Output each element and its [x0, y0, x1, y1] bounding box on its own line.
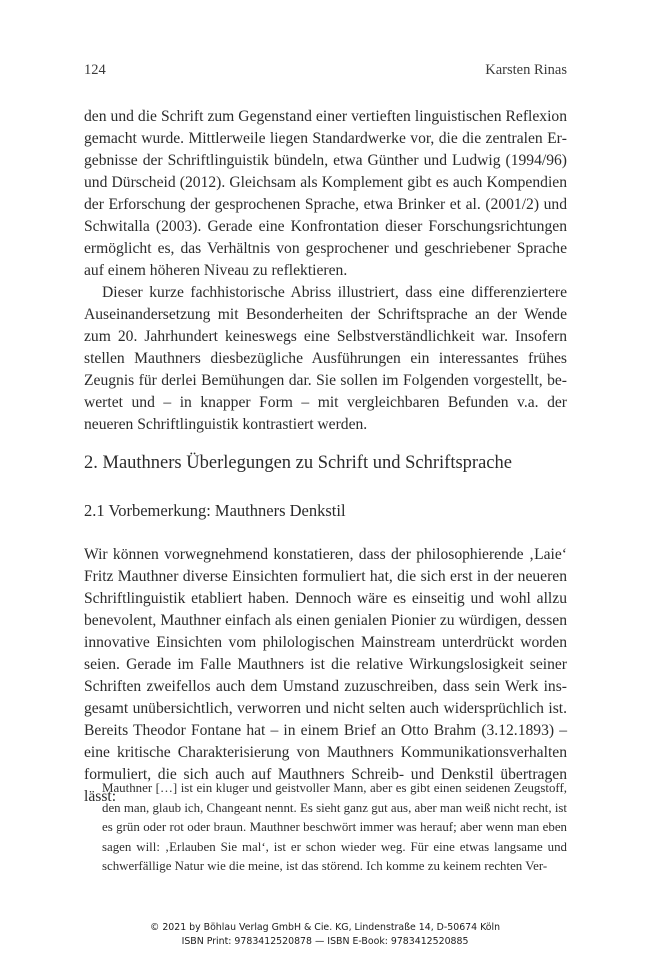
body-text-block-1 — [84, 106, 567, 436]
quote-text: Mauthner […] ist ein kluger und geistvoller Mann, aber es gibt einen seidenen Zeugstoff, den man, glaub ich, Changeant nennt. Es sieht ganz gut aus, aber man weiß nicht recht, ist es grün oder rot oder braun. Mauthner beschwört immer was herauf; aber wenn man eben sagen will: ‚Erlauben Sie mal‘, ist er schon wieder weg. Für eine etwas langsame und schwerfällige Natur wie die meine, ist das störend. Ich komme zu keinem rechten Ver- — [102, 781, 568, 874]
paragraph: Dieser kurze fachhistorische Abriss illustriert, dass eine differenziertere Auseinandersetzung mit Besonderheiten der Schriftsprache an der Wende zum 20. Jahrhundert keineswegs eine Selbstverständlichkeit war. Insofern stellen Mauthners diesbezügliche Ausführungen ein interessantes frühes Zeugnis für derlei Bemühungen dar. Sie sollen im Folgenden vorgestellt, bewertet und – in knapper Form – mit vergleichbaren Befunden v.a. der neueren Schriftlinguistik kontrastiert werden. — [84, 284, 567, 433]
running-header — [84, 62, 567, 79]
body-text-block-2 — [84, 544, 567, 808]
paragraph: Wir können vorwegnehmend konstatieren, dass der philosophierende ‚Laie‘ Fritz Mauthner diverse Einsichten formuliert hat, die sich erst in der neueren Schriftlinguistik etabliert haben. Dennoch wäre es einseitig und wohl allzu benevolent, Mauthner einfach als einen genialen Pionier zu würdigen, dessen innovative Einsichten vom philologischen Mainstream unterdrückt worden seien. Gerade im Falle Mauthners ist die relative Wirkungslosigkeit seiner Schriften zweifellos auch dem Umstand zuzuschreiben, dass sein Werk insgesamt unübersichtlich, verworren und nicht selten auch widersprüchlich ist. Bereits Theodor Fontane hat – in einem Brief an Otto Brahm (3.12.1893) – eine kritische Charakterisierung von Mauthners Kommunikationsverhalten formuliert, die sich auch auf Mauthners Schreib- und Denkstil übertragen lässt: — [84, 546, 567, 805]
footer-copyright-line: © 2021 by Böhlau Verlag GmbH & Cie. KG, Lindenstraße 14, D-50674 Köln — [149, 922, 501, 933]
subsection-heading: 2.1 Vorbemerkung: Mauthners Denkstil — [84, 501, 346, 520]
paragraph: den und die Schrift zum Gegenstand einer vertieften linguistischen Reflexion gemacht wurde. Mittlerweile liegen Standardwerke vor, die die zentralen Ergebnisse der Schriftlinguistik bündeln, etwa Günther und Ludwig (1994/96) und Dürscheid (2012). Gleichsam als Komplement gibt es auch Kompendien der Erforschung der gesprochenen Sprache, etwa Brinker et al. (2001/2) und Schwitalla (2003). Gerade eine Konfrontation dieser Forschungsrichtungen ermöglicht es, das Verhältnis von gesprochener und geschriebener Sprache auf einem höheren Niveau zu reflektieren. — [84, 108, 567, 279]
section-heading: 2. Mauthners Überlegungen zu Schrift und Schriftsprache — [84, 453, 512, 473]
running-head-author: Karsten Rinas — [485, 62, 567, 78]
copyright-footer — [0, 921, 650, 949]
footer-isbn-line: ISBN Print: 9783412520878 — ISBN E-Book: 9783412520885 — [181, 936, 469, 947]
page-number: 124 — [84, 62, 106, 78]
block-quote — [102, 779, 567, 877]
